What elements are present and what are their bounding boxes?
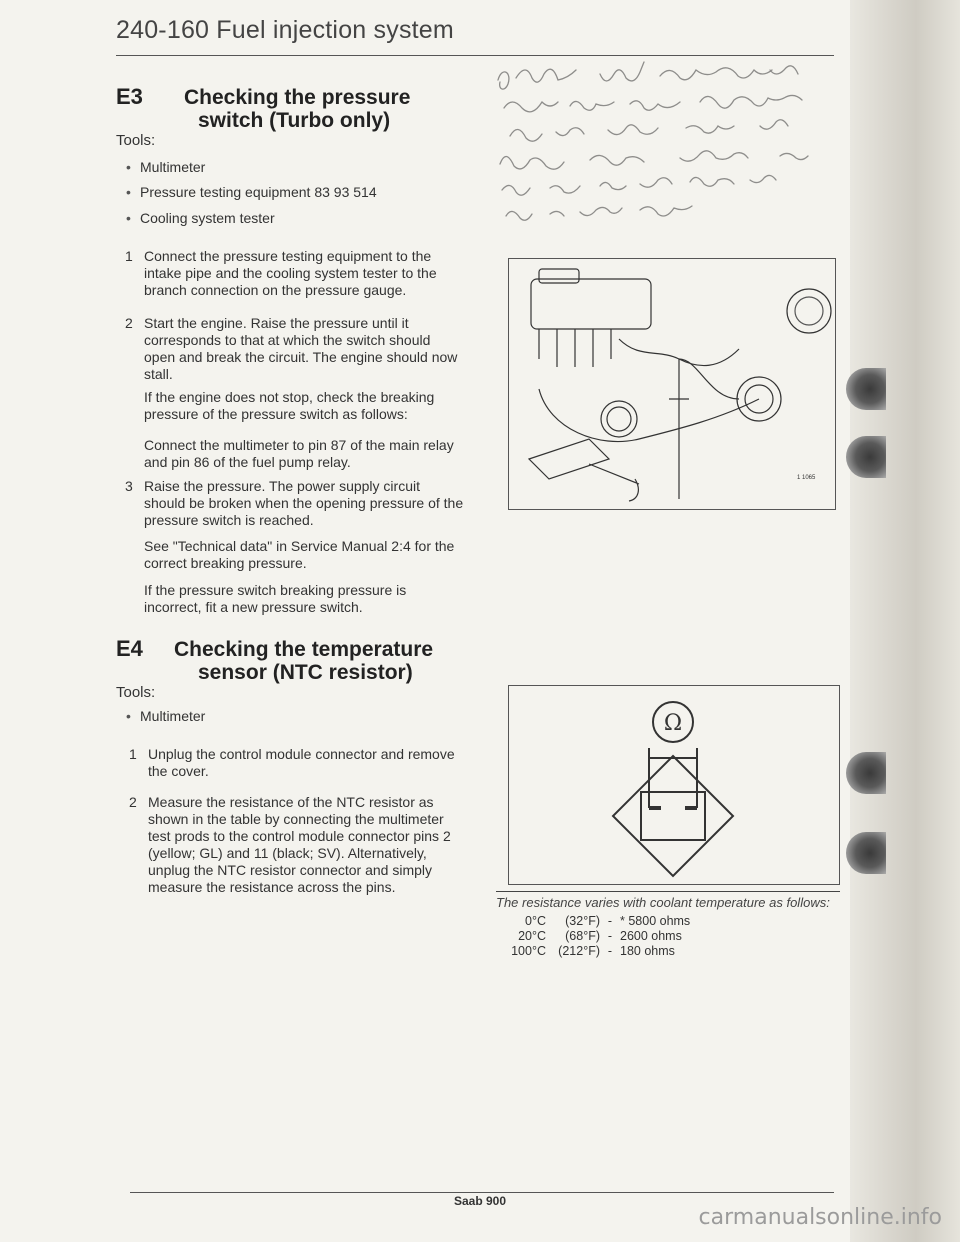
tool-item: • Pressure testing equipment 83 93 514 xyxy=(140,184,377,200)
footer-rule xyxy=(130,1192,834,1193)
test-leads xyxy=(649,758,697,808)
pressure-test-diagram xyxy=(509,259,835,509)
intake-runners xyxy=(539,329,611,367)
tool-item: • Cooling system tester xyxy=(140,210,275,226)
procedure-step xyxy=(125,478,464,529)
temp-celsius: 0°C xyxy=(525,914,546,928)
step-text: Unplug the control module connector and remove the cover. xyxy=(148,746,455,779)
step-number: 2 xyxy=(129,794,137,810)
binder-tab xyxy=(846,752,886,794)
procedure-step xyxy=(125,315,464,383)
table-row xyxy=(510,914,690,929)
procedure-step xyxy=(129,794,464,896)
step-text: Raise the pressure. The power supply circuit should be broken when the opening pressure of the pressure switch is reached. xyxy=(144,478,464,528)
connector-outline xyxy=(613,756,733,876)
tools-label: Tools: xyxy=(116,132,156,149)
section-title-e4 xyxy=(174,638,433,684)
step-number: 1 xyxy=(125,248,133,264)
note-text: If the pressure switch breaking pressure is incorrect, fit a new pressure switch. xyxy=(144,582,407,615)
table-row xyxy=(510,944,690,959)
step-text: Connect the pressure testing equipment to the intake pipe and the cooling system tester to the branch connection on the pressure gauge. xyxy=(144,248,437,298)
figure-pressure-test xyxy=(508,258,836,510)
resistance-table xyxy=(510,914,690,959)
table-row xyxy=(510,929,690,944)
procedure-step xyxy=(129,746,464,780)
resistance-value: * 5800 ohms xyxy=(620,914,691,928)
section-title-e3 xyxy=(184,86,410,132)
resistance-value: 180 ohms xyxy=(620,944,675,958)
separator: - xyxy=(607,914,613,928)
temp-fahrenheit: (212°F) xyxy=(558,944,600,958)
connector-body xyxy=(641,792,705,840)
note-text: Connect the multimeter to pin 87 of the main relay and pin 86 of the fuel pump relay. xyxy=(144,437,454,470)
binder-tab xyxy=(846,832,886,874)
tool-item: • Multimeter xyxy=(140,708,205,724)
hand-pump xyxy=(529,439,609,479)
step-number: 1 xyxy=(129,746,137,762)
procedure-step xyxy=(125,248,464,299)
ohm-symbol: Ω xyxy=(663,711,683,736)
handwritten-notes xyxy=(490,60,870,270)
tool-item: • Multimeter xyxy=(140,159,205,175)
section-title-line: Checking the temperature xyxy=(174,638,434,661)
binder-tab xyxy=(846,368,886,410)
section-title-line: Checking the pressure xyxy=(184,86,411,109)
separator: - xyxy=(607,929,613,943)
note-text: If the engine does not stop, check the breaking pressure of the pressure switch as follows: xyxy=(144,389,435,422)
header-rule xyxy=(116,55,834,56)
separator: - xyxy=(607,944,613,958)
page-header-title: 240-160 Fuel injection system xyxy=(116,16,454,44)
figure-ntc-resistor xyxy=(508,685,840,885)
temp-fahrenheit: (32°F) xyxy=(565,914,600,928)
hose xyxy=(539,389,759,442)
intake-manifold xyxy=(531,279,651,329)
binder-tab xyxy=(846,436,886,478)
temp-fahrenheit: (68°F) xyxy=(565,929,600,943)
step-text: Measure the resistance of the NTC resistor as shown in the table by connecting the multimeter test prods to the control module connector pins 2 (yellow; GL) and 11 (black; SV). Alternatively, unplug the NTC resistor connector and simply measure the resistance across the pins. xyxy=(148,794,451,895)
note-text: See "Technical data" in Service Manual 2:4 for the correct breaking pressure. xyxy=(144,538,455,571)
step-number: 2 xyxy=(125,315,133,331)
pressure-gauge xyxy=(787,289,831,333)
watermark-text: carmanualsonline.info xyxy=(698,1205,942,1230)
tools-label: Tools: xyxy=(116,684,156,701)
intake-cap xyxy=(539,269,579,283)
figure-caption: The resistance varies with coolant temperature as follows: xyxy=(496,891,840,910)
figure-tag: 1 1065 xyxy=(797,475,816,481)
temp-celsius: 100°C xyxy=(511,944,546,958)
step-text: Start the engine. Raise the pressure until it corresponds to that at which the switch should open and break the circuit. The engine should now stall. xyxy=(144,315,458,382)
section-title-line: sensor (NTC resistor) xyxy=(198,661,413,684)
temp-celsius: 20°C xyxy=(518,929,546,943)
section-number-e3: E3 xyxy=(116,84,143,109)
resistance-value: 2600 ohms xyxy=(620,929,682,943)
step-number: 3 xyxy=(125,478,133,494)
page-footer: Saab 900 xyxy=(453,1194,507,1208)
section-number-e4: E4 xyxy=(116,636,143,661)
section-title-line: switch (Turbo only) xyxy=(198,109,391,132)
ntc-connector-diagram xyxy=(509,686,839,884)
